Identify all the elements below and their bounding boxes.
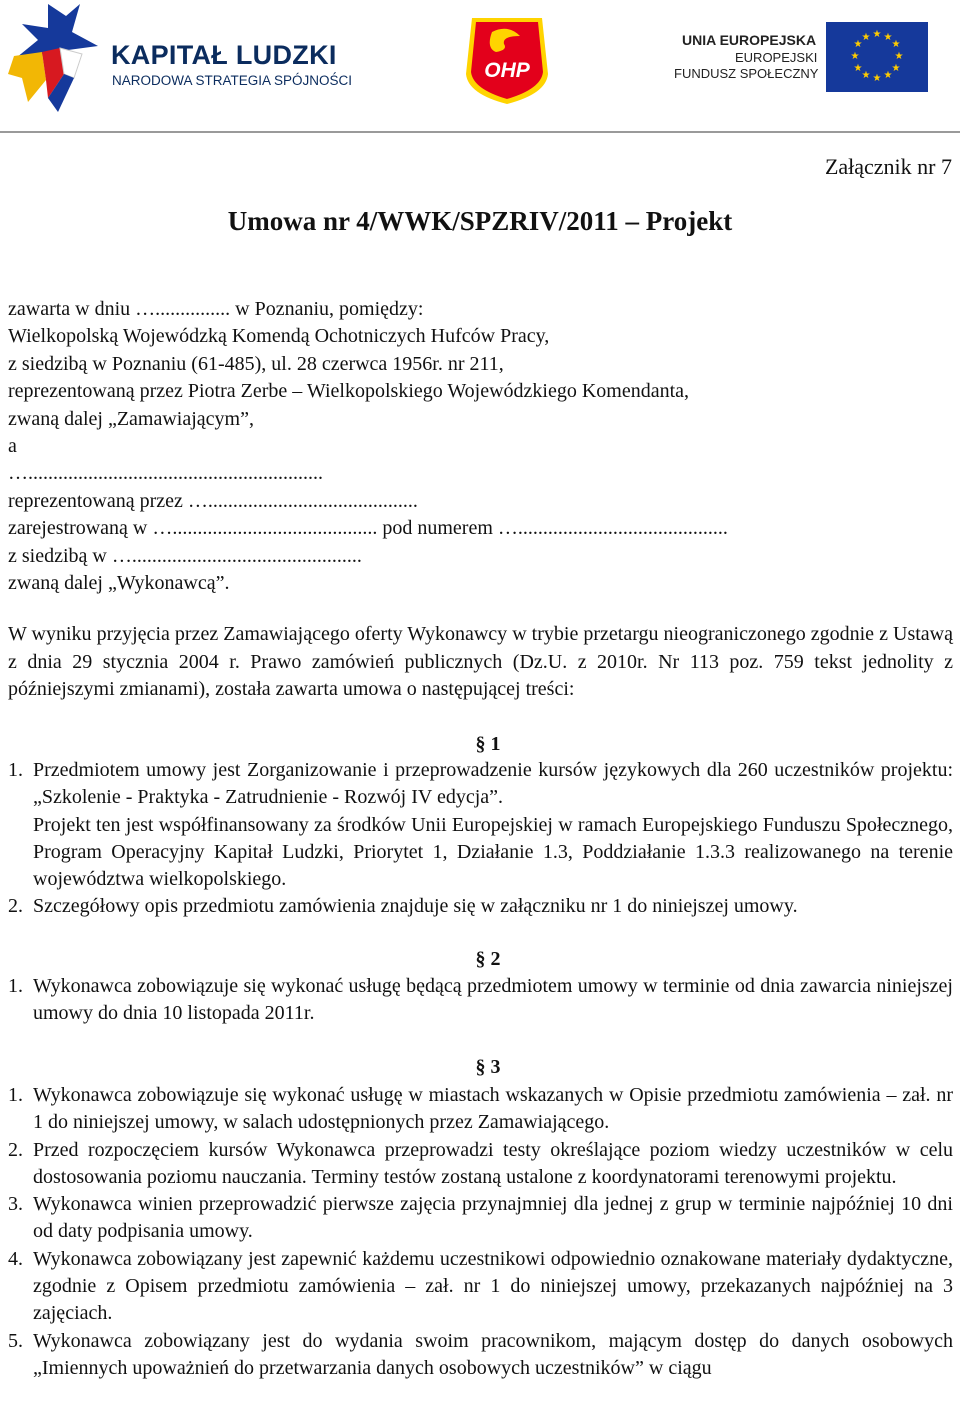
- item-number: 1.: [8, 975, 23, 997]
- item-number: 4.: [8, 1247, 23, 1270]
- item-text: Wykonawca zobowiązany jest zapewnić każdemu uczestnikowi odpowiednio oznakowane materiały dydaktyczne, zgodnie z Opisem przedmiotu zamówienia – zał. nr 1 do niniejszej umowy, przekazanych najpóźniej na 3 zajęciach.: [33, 1247, 953, 1325]
- party-line: a: [8, 435, 17, 458]
- kapital-ludzki-star-icon: [8, 2, 108, 120]
- header-divider: [0, 131, 960, 133]
- list-item: [8, 812, 953, 894]
- section-2-list: [8, 973, 953, 1028]
- eu-flag-icon: [826, 22, 928, 92]
- party-line: z siedzibą w Poznaniu (61-485), ul. 28 czerwca 1956r. nr 211,: [8, 352, 504, 375]
- ohp-label: OHP: [484, 59, 530, 82]
- party-line: z siedzibą w …..............................................: [8, 544, 362, 567]
- item-text: Wykonawca winien przeprowadzić pierwsze zajęcia przynajmniej dla jednej z grup w terminie najpóźniej 10 dni od daty podpisania umowy.: [33, 1193, 953, 1243]
- item-number: 1.: [8, 759, 23, 781]
- logo-header: [0, 0, 960, 132]
- svg-text:★: ★: [883, 32, 893, 43]
- list-item: [8, 1246, 953, 1328]
- party-line: zarejestrowaną w …......................................... pod numerem …..........................................: [8, 517, 728, 540]
- item-text: Wykonawca zobowiązuje się wykonać usługę w miastach wskazanych w Opisie przedmiotu zamówienia – zał. nr 1 do niniejszej umowy, w salach udostępnionych przez Zamawiającego.: [33, 1084, 953, 1134]
- list-item: [8, 1328, 953, 1383]
- list-item: [8, 1082, 953, 1137]
- item-number: 3.: [8, 1193, 23, 1216]
- item-text: Przedmiotem umowy jest Zorganizowanie i przeprowadzenie kursów językowych dla 260 uczestników projektu: „Szkolenie - Praktyka - Zatrudnienie - Rozwój IV edycja”.: [33, 759, 953, 809]
- svg-text:★: ★: [850, 51, 860, 62]
- item-text: Wykonawca zobowiązuje się wykonać usługę będącą przedmiotem umowy w terminie od dnia zawarcia niniejszej umowy do dnia 10 listopada 2011r.: [33, 975, 953, 1025]
- svg-text:★: ★: [872, 29, 882, 40]
- attachment-label: Załącznik nr 7: [824, 154, 952, 179]
- svg-text:★: ★: [861, 70, 871, 81]
- party-line: reprezentowaną przez …..........................................: [8, 489, 418, 512]
- svg-text:★: ★: [891, 63, 901, 74]
- list-item: [8, 973, 953, 1028]
- intro-paragraph: W wyniku przyjęcia przez Zamawiającego oferty Wykonawcy w trybie przetargu nieograniczonego zgodnie z Ustawą z dnia 29 stycznia 2004 r. Prawo zamówień publicznych (Dz.U. z 2010r. Nr 113 poz. 759 tekst jednolity z późniejszymi zmianami), została zawarta umowa o następującej treści:: [8, 623, 953, 700]
- list-item: [8, 1191, 953, 1246]
- svg-text:★: ★: [891, 39, 901, 50]
- section-1-list: [8, 757, 953, 921]
- party-line: zwaną dalej „Wykonawcą”.: [8, 572, 230, 595]
- party-line: zawarta w dniu …............... w Poznaniu, pomiędzy:: [8, 298, 424, 320]
- section-3-list: [8, 1082, 953, 1382]
- svg-text:★: ★: [894, 51, 904, 62]
- eu-logo: [660, 20, 950, 105]
- party-line: …...........................................................: [8, 462, 323, 485]
- kapital-ludzki-title: KAPITAŁ LUDZKI: [111, 40, 337, 70]
- kapital-ludzki-subtitle: NARODOWA STRATEGIA SPÓJNOŚCI: [112, 73, 353, 88]
- list-item: [8, 893, 953, 920]
- item-number: 5.: [8, 1329, 23, 1352]
- party-line: Wielkopolską Wojewódzką Komendą Ochotniczych Hufców Pracy,: [8, 325, 550, 348]
- item-text: Wykonawca zobowiązany jest do wydania swoim pracownikom, mającym dostęp do danych osobowych „Imiennych upoważnień do przetwarzania danych osobowych uczestników” w ciągu: [33, 1329, 953, 1379]
- section-heading: § 3: [475, 1056, 501, 1078]
- eu-line-1: UNIA EUROPEJSKA: [682, 32, 817, 48]
- party-line: zwaną dalej „Zamawiającym”,: [8, 407, 254, 430]
- eu-line-3: FUNDUSZ SPOŁECZNY: [674, 66, 819, 81]
- list-item: [8, 757, 953, 812]
- kapital-ludzki-logo: [8, 2, 368, 120]
- item-text: Szczegółowy opis przedmiotu zamówienia znajduje się w załączniku nr 1 do niniejszej umowy.: [33, 895, 798, 918]
- item-number: 2.: [8, 1138, 23, 1161]
- item-text: Przed rozpoczęciem kursów Wykonawca przeprowadzi testy określające poziom wiedzy uczestników w celu dostosowania poziomu nauczania. Terminy testów zostaną ustalone z koordynatorami terenowymi projektu.: [33, 1138, 953, 1188]
- party-line: reprezentowaną przez Piotra Zerbe – Wielkopolskiego Wojewódzkiego Komendanta,: [8, 380, 690, 403]
- contract-parties: [8, 296, 728, 597]
- svg-text:★: ★: [872, 73, 882, 84]
- item-number: 2.: [8, 895, 23, 918]
- svg-text:★: ★: [853, 63, 863, 74]
- eu-line-2: EUROPEJSKI: [735, 50, 818, 65]
- ohp-logo: [462, 14, 552, 106]
- section-heading: § 1: [475, 733, 501, 755]
- section-heading: § 2: [475, 948, 501, 970]
- svg-text:★: ★: [883, 70, 893, 81]
- item-number: [8, 812, 33, 894]
- document-title: Umowa nr 4/WWK/SPZRIV/2011 – Projekt: [227, 206, 733, 236]
- svg-text:★: ★: [853, 39, 863, 50]
- item-text: Projekt ten jest współfinansowany za środków Unii Europejskiej w ramach Europejskiego Funduszu Społecznego, Program Operacyjny Kapitał Ludzki, Priorytet 1, Działanie 1.3, Poddziałanie 1.3.3 realizowanego na terenie województwa wielkopolskiego.: [33, 813, 953, 891]
- list-item: [8, 1137, 953, 1192]
- item-number: 1.: [8, 1084, 23, 1106]
- svg-text:★: ★: [861, 32, 871, 43]
